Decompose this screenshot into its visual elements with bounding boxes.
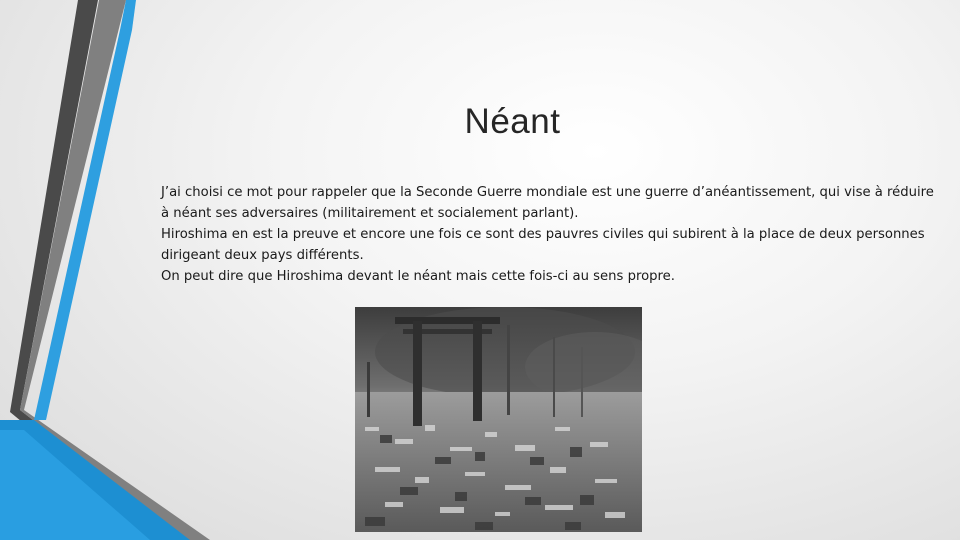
paragraph-hiroshima: Hiroshima en est la preuve et encore une fois ce sont des pauvres civiles qui subirent à la place de deux personnes dirigeant deux pays différents. bbox=[161, 227, 925, 263]
hiroshima-ruins-photo bbox=[355, 307, 642, 532]
paragraph-conclusion: On peut dire que Hiroshima devant le néant mais cette fois-ci au sens propre. bbox=[161, 269, 675, 284]
slide-title: Néant bbox=[464, 102, 561, 141]
paragraph-intro: J’ai choisi ce mot pour rappeler que la Seconde Guerre mondiale est une guerre d’anéantissement, qui vise à réduire à néant ses adversaires (militairement et socialement parlant). bbox=[161, 185, 934, 221]
slide-body bbox=[161, 182, 941, 287]
